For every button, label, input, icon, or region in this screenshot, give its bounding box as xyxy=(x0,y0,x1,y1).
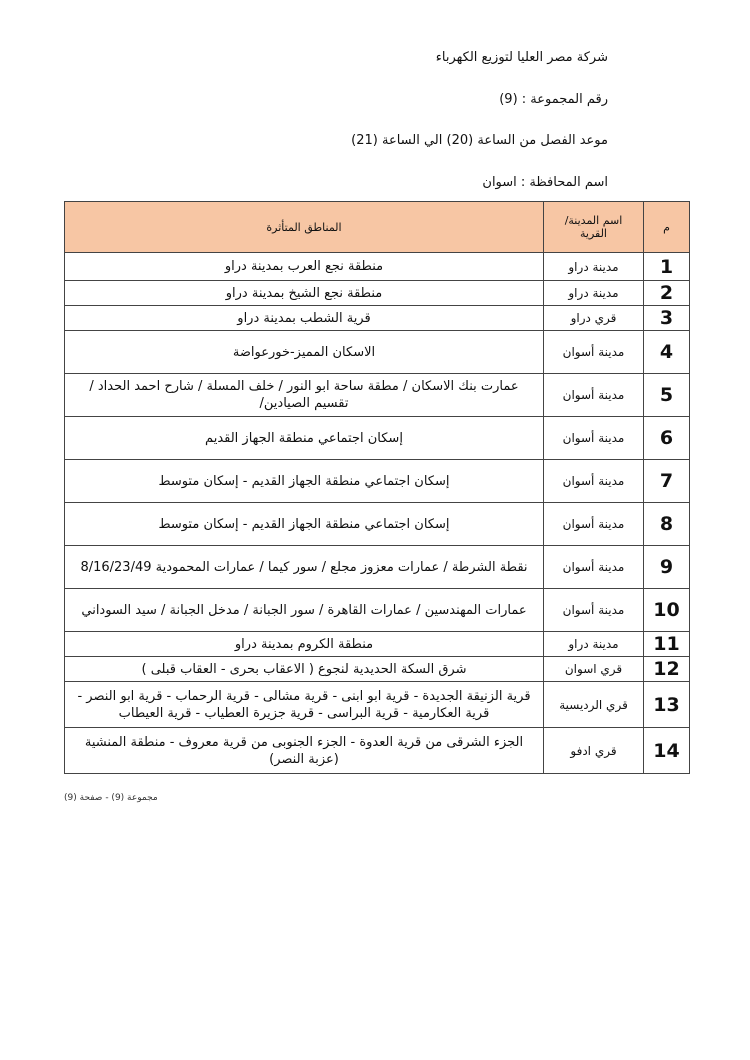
company-name: شركة مصر العليا لتوزيع الكهرباء xyxy=(435,50,608,65)
row-areas: عمارت بنك الاسكان / مطقة ساحة ابو النور / خلف المسلة / شارح احمد الحداد / تقسيم الصيادين/ xyxy=(65,374,544,417)
table-row xyxy=(65,253,690,281)
row-city: مدينة دراو xyxy=(544,281,644,306)
row-city: قري اسوان xyxy=(544,657,644,682)
row-areas: منطقة نجع الشيخ بمدينة دراو xyxy=(65,281,544,306)
row-city: مدينة أسوان xyxy=(544,417,644,460)
page-footer: مجموعة (9) - صفحة (9) xyxy=(64,793,158,803)
table-header-row xyxy=(65,202,690,253)
table-row xyxy=(65,460,690,503)
table-row xyxy=(65,374,690,417)
row-city: مدينة أسوان xyxy=(544,589,644,632)
row-city: مدينة دراو xyxy=(544,632,644,657)
row-number: 1 xyxy=(644,253,690,281)
row-city: مدينة دراو xyxy=(544,253,644,281)
row-number: 10 xyxy=(644,589,690,632)
row-areas: إسكان اجتماعي منطقة الجهاز القديم - إسكان متوسط xyxy=(65,503,544,546)
row-number: 2 xyxy=(644,281,690,306)
row-number: 11 xyxy=(644,632,690,657)
row-number: 7 xyxy=(644,460,690,503)
row-number: 5 xyxy=(644,374,690,417)
row-number: 13 xyxy=(644,682,690,728)
row-number: 9 xyxy=(644,546,690,589)
row-areas: منطقة نجع العرب بمدينة دراو xyxy=(65,253,544,281)
group-number: رقم المجموعة : (9) xyxy=(499,92,608,107)
row-city: قري ادفو xyxy=(544,728,644,774)
governorate-name: اسم المحافظة : اسوان xyxy=(482,175,608,190)
table-row xyxy=(65,728,690,774)
row-number: 3 xyxy=(644,306,690,331)
row-number: 12 xyxy=(644,657,690,682)
row-areas: قرية الشطب بمدينة دراو xyxy=(65,306,544,331)
table-row xyxy=(65,632,690,657)
row-city: مدينة أسوان xyxy=(544,374,644,417)
table-row xyxy=(65,503,690,546)
table-row xyxy=(65,657,690,682)
row-areas: نقطة الشرطة / عمارات معزوز مجلع / سور كيما / عمارات المحمودية 8/16/23/49 xyxy=(65,546,544,589)
column-header-areas: المناطق المتأثرة xyxy=(65,202,544,253)
table-row xyxy=(65,546,690,589)
row-city: مدينة أسوان xyxy=(544,503,644,546)
row-number: 6 xyxy=(644,417,690,460)
row-city: مدينة أسوان xyxy=(544,460,644,503)
row-city: مدينة أسوان xyxy=(544,546,644,589)
row-areas: قرية الزنيقة الجديدة - قرية ابو ابنى - قرية مشالى - قرية الرحماب - قرية ابو النصر - قرية العكارمية - قرية البراسى - قرية جزيرة العطياب - قرية العيطاب xyxy=(65,682,544,728)
column-header-num: م xyxy=(644,202,690,253)
cut-time: موعد الفصل من الساعة (20) الي الساعة (21) xyxy=(351,133,608,148)
table-row xyxy=(65,589,690,632)
row-number: 8 xyxy=(644,503,690,546)
table-row xyxy=(65,281,690,306)
column-header-city: اسم المدينة/ القرية xyxy=(544,202,644,253)
row-city: قري الرديسية xyxy=(544,682,644,728)
row-areas: الجزء الشرقى من قرية العدوة - الجزء الجنوبى من قرية معروف - منطقة المنشية (عزبة النصر) xyxy=(65,728,544,774)
table-row xyxy=(65,417,690,460)
row-areas: الاسكان المميز-خورعواضة xyxy=(65,331,544,374)
table-row xyxy=(65,682,690,728)
table-row xyxy=(65,331,690,374)
row-areas: إسكان اجتماعي منطقة الجهاز القديم - إسكان متوسط xyxy=(65,460,544,503)
row-areas: شرق السكة الحديدية لنجوع ( الاعقاب بحرى - العقاب قبلى ) xyxy=(65,657,544,682)
row-areas: عمارات المهندسين / عمارات القاهرة / سور الجبانة / مدخل الجبانة / سيد السوداني xyxy=(65,589,544,632)
row-city: قري دراو xyxy=(544,306,644,331)
row-areas: منطقة الكروم بمدينة دراو xyxy=(65,632,544,657)
row-number: 14 xyxy=(644,728,690,774)
affected-areas-table xyxy=(64,201,690,774)
row-city: مدينة أسوان xyxy=(544,331,644,374)
row-areas: إسكان اجتماعي منطقة الجهاز القديم xyxy=(65,417,544,460)
table-row xyxy=(65,306,690,331)
row-number: 4 xyxy=(644,331,690,374)
